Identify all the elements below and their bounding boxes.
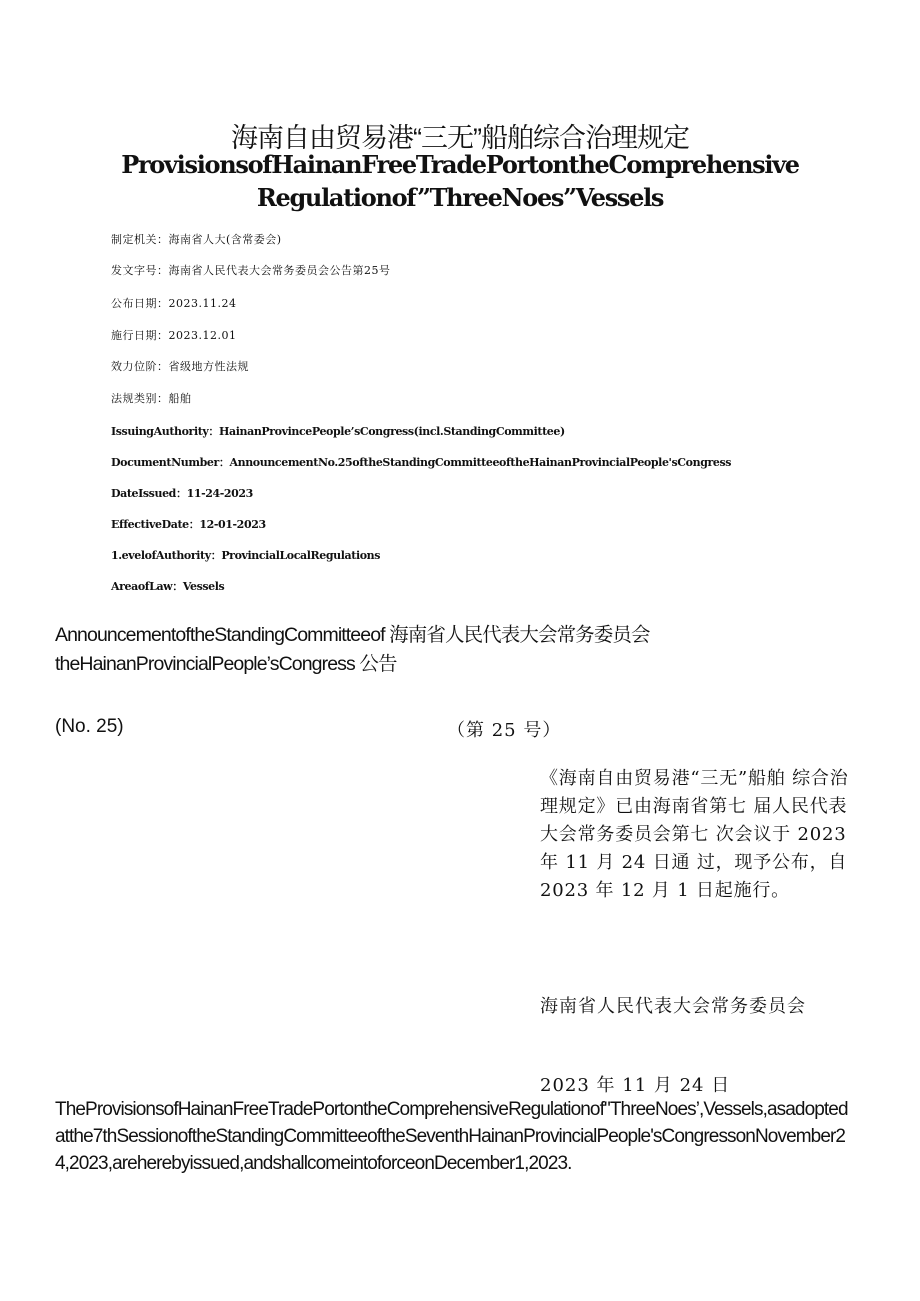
meta-effective-date-en: EffectiveDate：12-01-2023 — [111, 518, 266, 531]
meta-date-issued-zh: 公布日期：2023.11.24 — [111, 297, 237, 310]
announcement-number-zh: （第 25 号） — [447, 720, 562, 741]
meta-date-issued-en: DateIssued：11-24-2023 — [111, 487, 253, 500]
announcement-heading-line-2: theHainanProvincialPeople’sCongress 公告 — [55, 653, 397, 675]
meta-issuing-authority-zh: 制定机关：海南省人大(含常委会) — [111, 233, 282, 246]
meta-area-of-law-zh: 法规类别：船舶 — [111, 392, 192, 405]
meta-area-of-law-en: AreaofLaw：Vessels — [111, 580, 225, 593]
meta-issuing-authority-en: IssuingAuthority：HainanProvincePeople’sCongress(incl.StandingCommittee) — [111, 425, 565, 438]
announcement-body-zh: 《海南自由贸易港“三无”船舶 综合治理规定》已由海南省第七 届人民代表大会常务委员会第七 次会议于 2023 年 11 月 24 日通 过，现予公布，自 2023 年 12 月 1 日起施行。 — [540, 768, 849, 901]
title-chinese: 海南自由贸易港“三无”船舶综合治理规定 — [231, 123, 689, 153]
announcement-number-en: (No. 25) — [55, 716, 124, 737]
meta-level-of-authority-zh: 效力位阶：省级地方性法规 — [111, 360, 249, 373]
meta-document-number-zh: 发文字号：海南省人民代表大会常务委员会公告第25号 — [111, 264, 391, 277]
announcement-body-en: TheProvisionsofHainanFreeTradePortontheComprehensiveRegulationof"ThreeNoes’,Vessels,asadoptedatthe7thSessionoftheStandingCommitteeoftheSeventhHainanProvincialPeople'sCongressonNovember24,2023,areherebyissued,andshallcomeintoforceonDecember1,2023. — [55, 1099, 848, 1174]
meta-level-of-authority-en: 1.evelofAuthority：ProvincialLocalRegulations — [111, 549, 381, 562]
title-english-line-2: Regulationof”ThreeNoes”Vessels — [256, 183, 664, 212]
title-english-line-1: ProvisionsofHainanFreeTradePortontheComprehensive — [121, 150, 799, 179]
meta-document-number-en: DocumentNumber：AnnouncementNo.25oftheStandingCommitteeoftheHainanProvincialPeople'sCongress — [111, 456, 732, 469]
meta-effective-date-zh: 施行日期：2023.12.01 — [111, 329, 237, 342]
announcement-date-zh: 2023 年 11 月 24 日 — [540, 1075, 731, 1096]
announcement-issuer-zh: 海南省人民代表大会常务委员会 — [540, 996, 806, 1017]
announcement-heading-line-1: AnnouncementoftheStandingCommitteeof 海南省人民代表大会常务委员会 — [55, 624, 650, 646]
